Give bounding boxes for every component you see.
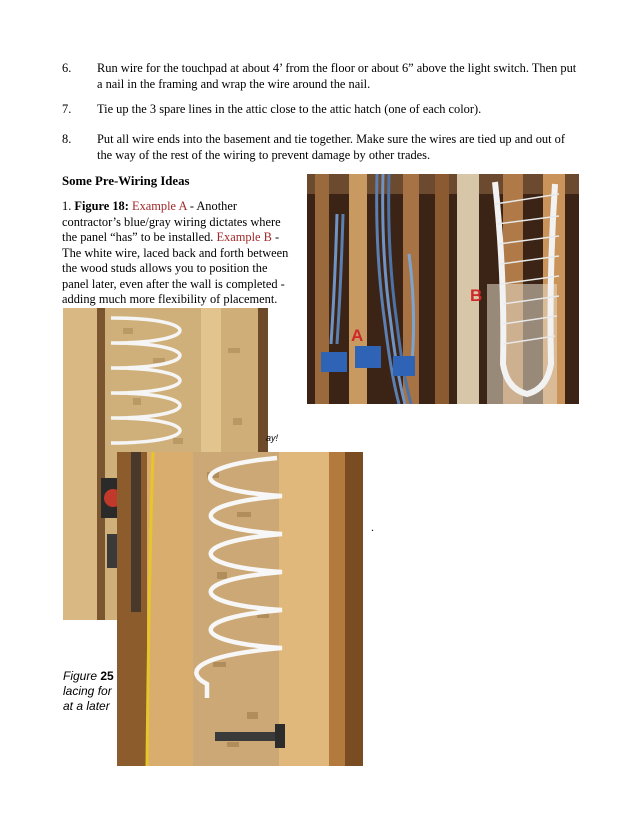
example-b-label: Example B [216,230,272,244]
step-number: 7. [62,102,72,116]
step-text: Tie up the 3 spare lines in the attic close to the attic hatch (one of each color). [97,102,482,116]
hidden-fragment: ay! [266,433,279,443]
hidden-caption: Figure 25 lacing for at a later [63,669,114,713]
figure-label: Figure 18: [74,199,129,213]
hidden-caption-line: lacing for [63,684,112,698]
example-a-text: - Another contractor’s blue/gray wiring dictates where the panel “has” to be installed. [62,199,281,244]
photo-label-b: B [470,286,483,305]
wiring-photo-closeup [117,452,363,766]
hidden-caption-line: at a later [63,699,110,713]
step-number: 6. [62,61,72,75]
example-b-text: - The white wire, laced back and forth between the wood studs allows you to position the panel later, even after the wall is completed - adding much more flexibility of placement. [62,230,289,306]
hidden-caption-num: 25 [100,669,114,683]
step-text: Put all wire ends into the basement and tie together. Make sure the wires are tied up and out of the way of the rest of the wiring to prevent damage by other trades. [97,132,565,162]
step-text: Run wire for the touchpad at about 4’ from the floor or about 6” above the light switch. Then put a nail in the framing and wrap the wire around the nail. [97,61,577,91]
idea-paragraph [62,199,294,308]
hidden-fragment: . [371,520,374,534]
wiring-photo-examples [307,174,579,404]
example-a-label: Example A [132,199,187,213]
section-heading: Some Pre-Wiring Ideas [62,174,190,188]
step-number: 8. [62,132,72,146]
idea-prefix: 1. [62,199,75,213]
photo-label-a: A [351,326,364,345]
